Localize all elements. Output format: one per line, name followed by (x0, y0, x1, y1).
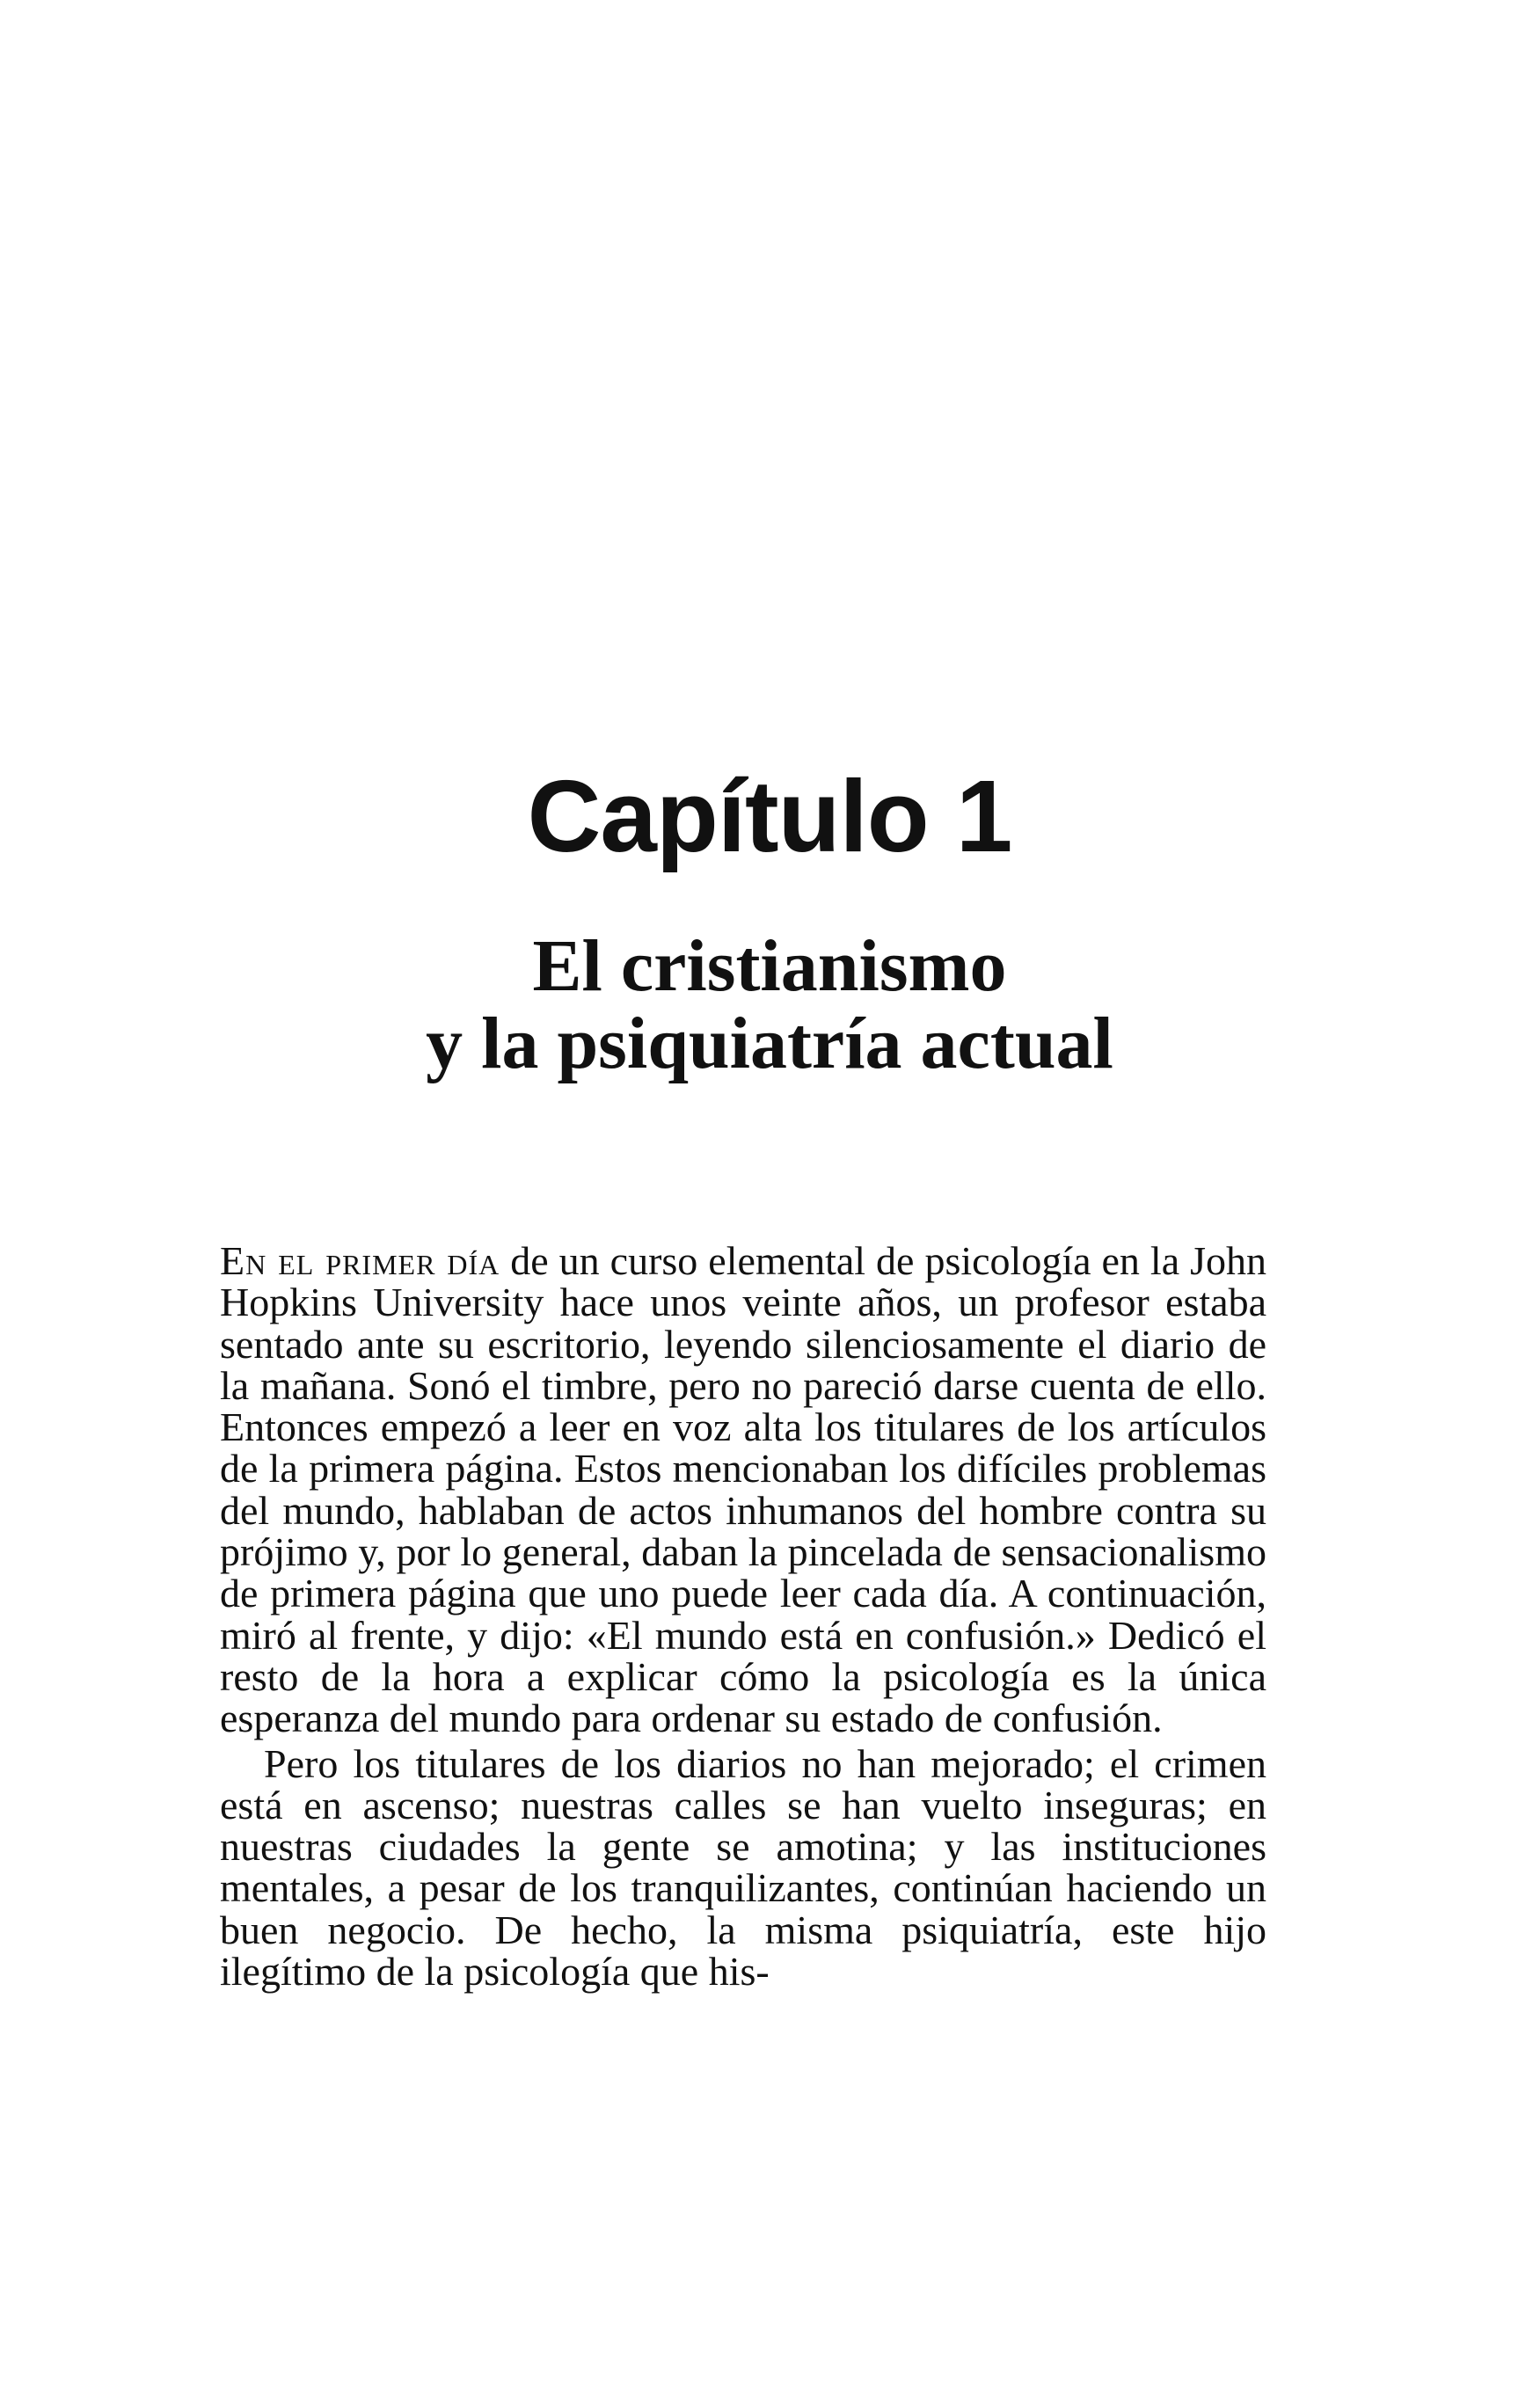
chapter-title-line-1: El cristianismo (532, 925, 1007, 1007)
chapter-title-line-2: y la psiquiatría actual (426, 1003, 1113, 1084)
paragraph-1-text: de un curso elemental de psicología en la John Hopkins University hace unos veinte años, un profesor estaba sentado ante su escritorio, leyendo silenciosamente el diario de la mañana. Sonó el timbre, pero no pareció darse cuenta de ello. Entonces empezó a leer en voz alta los titulares de los artículos de la primera página. Estos mencionaban los difíciles problemas del mundo, hablaban de actos inhumanos del hombre contra su prójimo y, por lo general, daban la pincelada de sensacionalismo de primera página que uno puede leer cada día. A continuación, miró al frente, y dijo: «El mundo está en confusión.» Dedicó el resto de la hora a explicar cómo la psicología es la única esperanza del mundo para ordenar su estado de confusión. (220, 1238, 1266, 1741)
body-text (220, 1238, 1266, 1995)
chapter-title (220, 925, 1319, 1084)
chapter-label: Capítulo 1 (527, 759, 1012, 873)
opening-small-caps: En el primer día (220, 1238, 500, 1283)
paragraph-2: Pero los titulares de los diarios no han mejorado; el crimen está en ascenso; nuestras calles se han vuelto inseguras; en nuestras ciudades la gente se amotina; y las instituciones mentales, a pesar de los tranquilizantes, continúan haciendo un buen negocio. De hecho, la misma psiquiatría, este hijo ilegítimo de la psicología que his- (220, 1740, 1266, 1995)
paragraph-1 (220, 1240, 1266, 1740)
